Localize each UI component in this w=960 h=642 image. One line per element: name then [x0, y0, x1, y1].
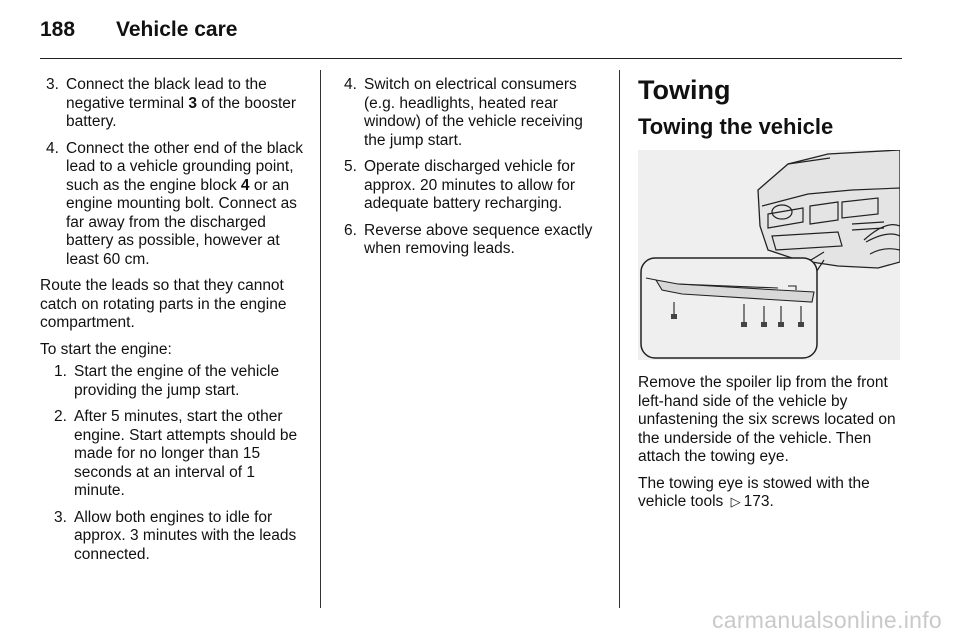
subheading-towing-the-vehicle: Towing the vehicle [638, 114, 834, 139]
list-item: 6. Reverse above sequence exactly when removing leads. [344, 221, 593, 257]
column-divider [320, 70, 321, 608]
column-1 [40, 76, 308, 572]
list-item: 5. Operate discharged vehicle for approx. 20 minutes to allow for adequate battery recharging. [344, 158, 576, 212]
engine-start-steps [40, 363, 308, 564]
list-item: 3. Connect the black lead to the negative terminal 3 of the booster battery. [46, 76, 297, 130]
paragraph: The towing eye is stowed with the vehicle tools ▷ 173. [638, 474, 870, 510]
column-divider [619, 70, 620, 608]
paragraph: To start the engine: [40, 340, 172, 358]
section-title: Vehicle care [116, 18, 238, 41]
list-item: 2. After 5 minutes, start the other engine. Start attempts should be made for no longer than 15 seconds at an interval of 1 minute. [54, 408, 298, 499]
jump-start-steps [40, 76, 308, 269]
column-2 [338, 76, 606, 267]
list-item: 4. Switch on electrical consumers (e.g. headlights, heated rear window) of the vehicle receiving the jump start. [344, 76, 583, 149]
page-header [40, 18, 902, 59]
jump-start-steps-continued [338, 76, 606, 259]
heading-towing: Towing [638, 75, 731, 105]
list-item: 3. Allow both engines to idle for approx. 3 minutes with the leads connected. [54, 508, 297, 563]
paragraph: Remove the spoiler lip from the front left-hand side of the vehicle by unfastening the six screws located on the underside of the vehicle. Then attach the towing eye. [638, 374, 896, 465]
page-number: 188 [40, 18, 76, 41]
spoiler-lip-illustration [638, 150, 900, 360]
watermark: carmanualsonline.info [711, 607, 942, 633]
paragraph: Route the leads so that they cannot catch on rotating parts in the engine compartment. [40, 277, 287, 331]
page-reference-icon: ▷ [730, 494, 741, 509]
list-item: 1. Start the engine of the vehicle providing the jump start. [54, 363, 280, 399]
column-3 [638, 74, 902, 520]
list-item: 4. Connect the other end of the black lead to a vehicle grounding point, such as the engine block 4 or an engine mounting bolt. Connect as far away from the discharged battery as possible, however at least 60 cm. [46, 139, 303, 268]
